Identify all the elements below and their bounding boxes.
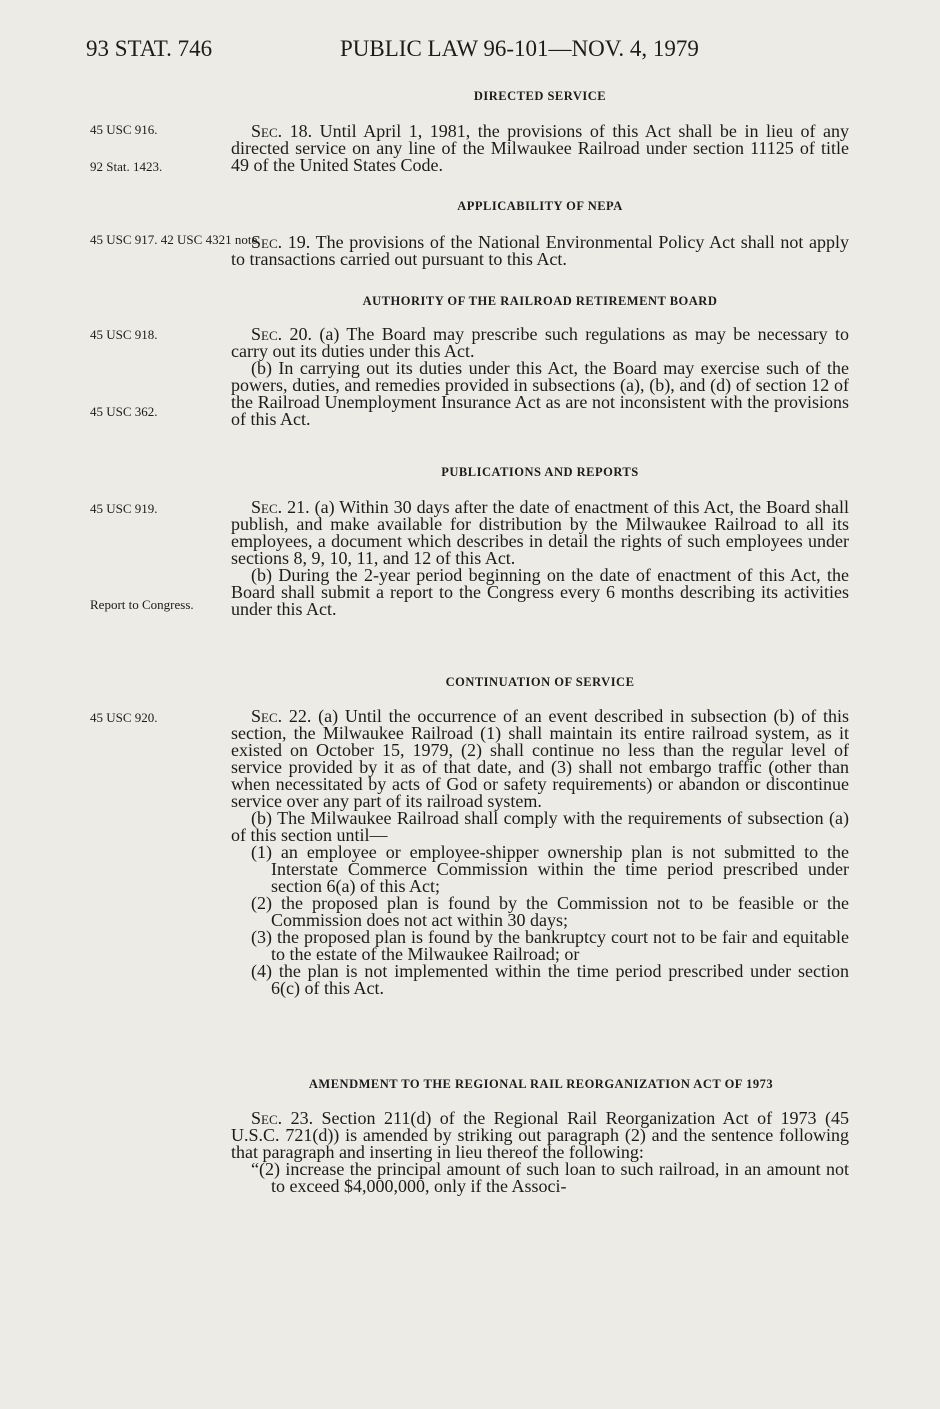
section-label: Sec. 19. <box>251 232 311 252</box>
section-19: Sec. 19. The provisions of the National Environmental Policy Act shall not apply to transactions carried out pursuant to this Act. <box>231 232 850 269</box>
section-21: Sec. 21. (a) Within 30 days after the date of enactment of this Act, the Board shall publish, and make available for distribution by the Milwaukee Railroad to all its employees, a document which describes in detail the rights of such employees under sections 8, 9, 10, 11, and 12 of this Act. (b) During the 2-year period beginning on the date of enactment of this Act, the Board shall submit a report to the Congress every 6 months describing its activities under this Act. <box>231 497 849 619</box>
margin-note: 45 USC 920. <box>90 710 158 725</box>
section-label: Sec. 21. <box>251 497 310 517</box>
list-item: (1) an employee or employee-shipper ownership plan is not submitted to the Interstate Commerce Commission within the time period prescribed under section 6(a) of this Act; <box>251 842 849 896</box>
list-item: (4) the plan is not implemented within the time period prescribed under section 6(c) of this Act. <box>251 961 849 998</box>
margin-note: 45 USC 918. <box>90 327 158 342</box>
list-item: (3) the proposed plan is found by the bankruptcy court not to be fair and equitable to the estate of the Milwaukee Railroad; or <box>251 927 849 964</box>
section-label: Sec. 22. <box>251 706 312 726</box>
margin-note: 45 USC 919. <box>90 501 158 516</box>
section-label: Sec. 18. <box>251 121 313 141</box>
law-title: PUBLIC LAW 96-101—NOV. 4, 1979 <box>340 36 699 61</box>
section-heading: PUBLICATIONS AND REPORTS <box>441 465 639 479</box>
list-item: (2) the proposed plan is found by the Commission not to be feasible or the Commission does not act within 30 days; <box>251 893 849 930</box>
section-18: Sec. 18. Until April 1, 1981, the provisions of this Act shall be in lieu of any directed service on any line of the Milwaukee Railroad under section 11125 of title 49 of the United States Code. <box>231 121 849 175</box>
section-heading: AMENDMENT TO THE REGIONAL RAIL REORGANIZATION ACT OF 1973 <box>308 1077 774 1091</box>
section-22: Sec. 22. (a) Until the occurrence of an event described in subsection (b) of this section, the Milwaukee Railroad (1) shall maintain its entire railroad system, as it existed on October 15, 1979, (2) shall continue no less than the regular level of service provided by it as of that date, and (3) shall not embargo traffic (other than when necessitated by acts of God or safety requirements) or abandon or discontinue service over any part of its railroad system. (b) The Milwaukee Railroad shall comply with the requirements of subsection (a) of this section until— (1) an employee or employee-shipper ownership plan is not submitted to the Interstate Commerce Commission within the time period prescribed under section 6(a) of this Act; (2) the proposed plan is found by the Commission not to be feasible or the Commission does not act within 30 days; (3) the proposed plan is found by the bankruptcy court not to be fair and equitable to the estate of the Milwaukee Railroad; or (4) the plan is not implemented within the time period prescribed under section 6(c) of this Act. <box>231 706 849 998</box>
section-heading: DIRECTED SERVICE <box>473 89 607 103</box>
section-heading: AUTHORITY OF THE RAILROAD RETIREMENT BOARD <box>362 294 718 308</box>
section-23: Sec. 23. Section 211(d) of the Regional Rail Reorganization Act of 1973 (45 U.S.C. 721(d)) is amended by striking out paragraph (2) and the sentence following that paragraph and inserting in lieu thereof the following: “(2) increase the principal amount of such loan to such railroad, in an amount not to exceed $4,000,000, only if the Associ- <box>231 1108 850 1196</box>
section-heading: CONTINUATION OF SERVICE <box>445 675 635 689</box>
section-label: Sec. 23. <box>251 1108 314 1128</box>
margin-note: 45 USC 917. 42 USC 4321 note. <box>90 232 261 247</box>
margin-note: Report to Congress. <box>90 597 194 612</box>
running-head <box>86 36 850 70</box>
section-20: Sec. 20. (a) The Board may prescribe such regulations as may be necessary to carry out its duties under this Act. (b) In carrying out its duties under this Act, the Board may exercise such of the powers, duties, and remedies provided in subsections (a), (b), and (d) of section 12 of the Railroad Unemployment Insurance Act as are not inconsistent with the provisions of this Act. <box>231 324 849 429</box>
margin-note: 45 USC 916. <box>90 122 158 137</box>
section-label: Sec. 20. <box>251 324 312 344</box>
stat-reference: 93 STAT. 746 <box>86 36 213 61</box>
margin-note: 92 Stat. 1423. <box>90 159 163 174</box>
quoted-paragraph: “(2) increase the principal amount of such loan to such railroad, in an amount not to exceed $4,000,000, only if the Associ- <box>251 1159 849 1196</box>
section-heading: APPLICABILITY OF NEPA <box>457 199 623 213</box>
margin-note: 45 USC 362. <box>90 404 158 419</box>
